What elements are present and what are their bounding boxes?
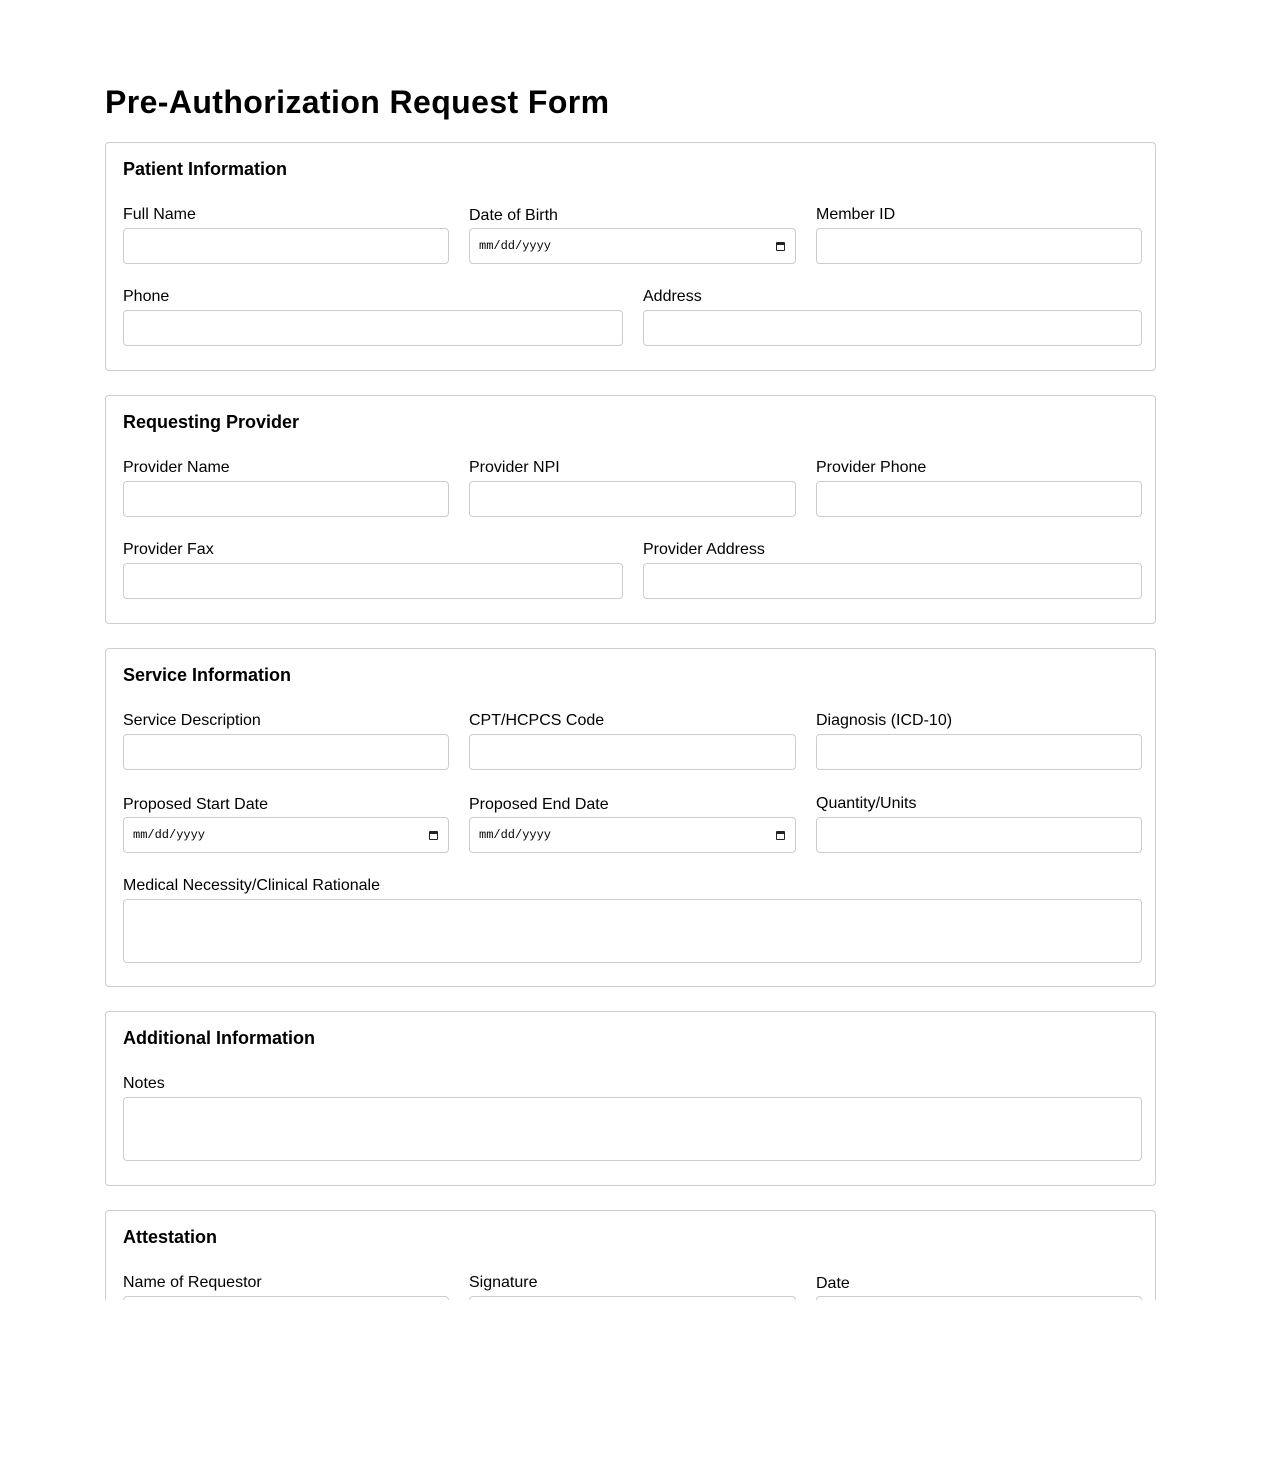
provider-npi-input[interactable] [469,481,796,517]
field-date [816,1275,1142,1293]
field-phone [123,288,623,306]
field-provider-fax [123,541,623,559]
name-of-requestor-input[interactable] [123,1296,449,1300]
provider-address-input[interactable] [643,563,1142,599]
calendar-icon[interactable] [776,831,785,840]
phone-input[interactable] [123,310,623,346]
section-title: Attestation [123,1227,217,1247]
field-label: Provider Phone [816,459,927,476]
field-member-id [816,206,1142,224]
field-date-of-birth [469,207,796,253]
field-label: Date [816,1275,850,1292]
field-label: Signature [469,1274,538,1291]
field-label: Provider Name [123,459,230,476]
section-service-information [105,648,1156,987]
date-of-birth-input[interactable] [469,228,796,264]
date-input[interactable] [816,1296,1142,1300]
field-label: Proposed End Date [469,796,609,813]
signature-input[interactable] [469,1296,796,1300]
calendar-icon[interactable] [429,831,438,840]
proposed-start-date-input[interactable] [123,817,449,853]
field-provider-phone [816,459,1142,477]
quantity-units-input[interactable] [816,817,1142,853]
field-label: Member ID [816,206,896,223]
section-title: Patient Information [123,159,288,179]
field-label: Service Description [123,712,261,729]
provider-fax-input[interactable] [123,563,623,599]
full-name-input[interactable] [123,228,449,264]
field-proposed-end-date [469,796,796,842]
field-label: Notes [123,1075,165,1092]
proposed-end-date-input[interactable] [469,817,796,853]
section-patient-information [105,142,1156,371]
field-label: Provider NPI [469,459,560,476]
field-signature [469,1274,796,1292]
field-label: Provider Address [643,541,765,558]
section-requesting-provider [105,395,1156,624]
section-title: Requesting Provider [123,412,300,432]
field-notes [123,1075,1142,1093]
field-medical-necessity [123,877,1142,895]
field-label: Name of Requestor [123,1274,262,1291]
date-placeholder: mm/dd/yyyy [479,828,552,842]
field-full-name [123,206,449,224]
field-label: Full Name [123,206,196,223]
section-title: Service Information [123,665,292,685]
field-provider-name [123,459,449,477]
address-input[interactable] [643,310,1142,346]
medical-necessity-textarea[interactable] [123,899,1142,963]
field-quantity-units [816,795,1142,813]
page-title: Pre-Authorization Request Form [105,84,610,120]
date-placeholder: mm/dd/yyyy [479,239,552,253]
field-address [643,288,1142,306]
provider-phone-input[interactable] [816,481,1142,517]
field-label: CPT/HCPCS Code [469,712,605,729]
field-label: Medical Necessity/Clinical Rationale [123,877,380,894]
section-additional-information [105,1011,1156,1186]
field-name-of-requestor [123,1274,449,1292]
field-proposed-start-date [123,796,449,842]
field-label: Proposed Start Date [123,796,268,813]
field-diagnosis-icd10 [816,712,1142,730]
field-label: Diagnosis (ICD-10) [816,712,953,729]
notes-textarea[interactable] [123,1097,1142,1161]
field-service-description [123,712,449,730]
calendar-icon[interactable] [776,242,785,251]
field-label: Date of Birth [469,207,558,224]
field-label: Phone [123,288,170,305]
field-label: Provider Fax [123,541,214,558]
section-title: Additional Information [123,1028,315,1048]
diagnosis-icd10-input[interactable] [816,734,1142,770]
cpt-hcpcs-code-input[interactable] [469,734,796,770]
provider-name-input[interactable] [123,481,449,517]
member-id-input[interactable] [816,228,1142,264]
field-label: Quantity/Units [816,795,917,812]
section-attestation [105,1210,1156,1300]
field-provider-npi [469,459,796,477]
field-label: Address [643,288,702,305]
service-description-input[interactable] [123,734,449,770]
date-placeholder: mm/dd/yyyy [133,828,206,842]
field-cpt-hcpcs-code [469,712,796,730]
field-provider-address [643,541,1142,559]
